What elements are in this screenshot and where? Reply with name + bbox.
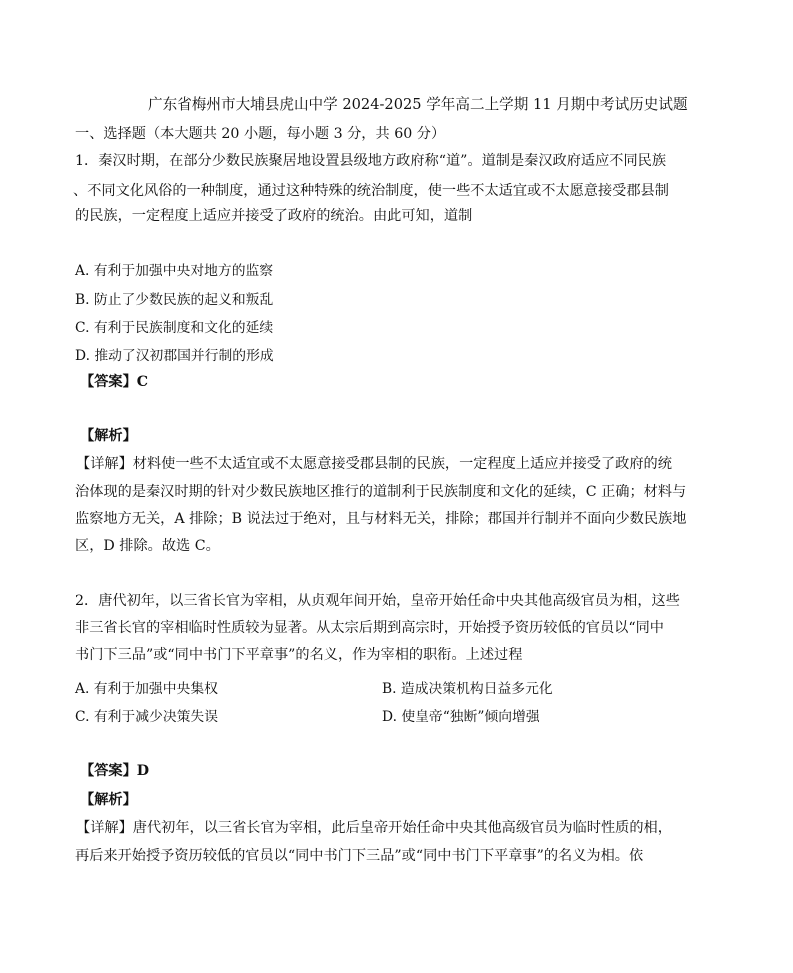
answer-label: 【答案】D [80,763,150,779]
option-a: A. 有利于加强中央集权 [75,681,218,697]
option-a: A. 有利于加强中央对地方的监察 [75,263,274,279]
analysis-label: 【解析】 [80,792,137,808]
answer-label: 【答案】C [80,374,149,390]
question-stem-line: 的民族，一定程度上适应并接受了政府的统治。由此可知，道制 [75,208,473,224]
question-stem-line: 2．唐代初年，以三省长官为宰相，从贞观年间开始，皇帝开始任命中央其他高级官员为相，这些 [75,593,680,609]
detail-line: 区，D 排除。故选 C。 [75,538,220,554]
option-c: C. 有利于减少决策失误 [75,709,219,725]
option-c: C. 有利于民族制度和文化的延续 [75,320,274,336]
question-stem-line: 1．秦汉时期，在部分少数民族聚居地设置县级地方政府称“道”。道制是秦汉政府适应不同民族 [75,153,667,169]
option-d: D. 推动了汉初郡国并行制的形成 [75,348,274,364]
option-b: B. 防止了少数民族的起义和叛乱 [75,292,274,308]
option-b: B. 造成决策机构日益多元化 [382,681,553,697]
detail-line: 【详解】唐代初年，以三省长官为宰相，此后皇帝开始任命中央其他高级官员为临时性质的相， [76,820,672,836]
detail-line: 治体现的是秦汉时期的针对少数民族地区推行的道制利于民族制度和文化的延续，C 正确；材料与 [75,484,687,500]
option-d: D. 使皇帝“独断”倾向增强 [382,709,540,725]
question-stem-line: 、不同文化风俗的一种制度，通过这种特殊的统治制度，使一些不太适宜或不太愿意接受郡县制 [73,183,669,199]
question-stem-line: 书门下三品”或“同中书门下平章事”的名义，作为宰相的职衔。上述过程 [75,647,523,663]
analysis-label: 【解析】 [80,428,137,444]
detail-line: 再后来开始授予资历较低的官员以“同中书门下三品”或“同中书门下平章事”的名义为相。依 [75,848,644,864]
page-title: 广东省梅州市大埔县虎山中学 2024-2025 学年高二上学期 11 月期中考试历史试题 [148,96,688,113]
question-stem-line: 非三省长官的宰相临时性质较为显著。从太宗后期到高宗时，开始授予资历较低的官员以“同中 [75,620,664,636]
section-heading: 一、选择题（本大题共 20 小题，每小题 3 分，共 60 分） [75,126,446,142]
detail-line: 监察地方无关，A 排除；B 说法过于绝对，且与材料无关，排除；郡国并行制并不面向少数民族地 [75,511,687,527]
detail-line: 【详解】材料使一些不太适宜或不太愿意接受郡县制的民族，一定程度上适应并接受了政府的统 [76,456,672,472]
